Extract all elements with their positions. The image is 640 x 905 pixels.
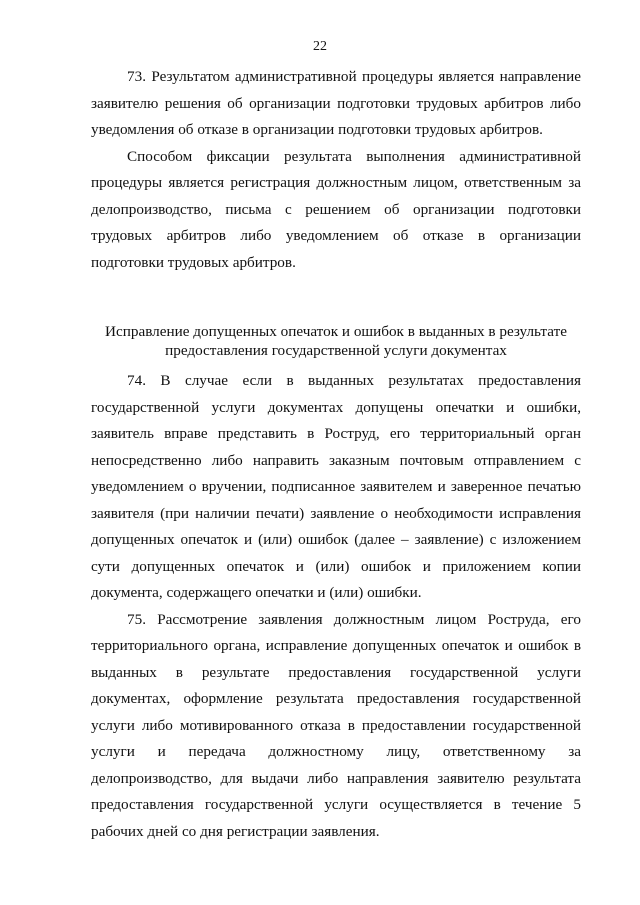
section-heading-line-1: Исправление допущенных опечаток и ошибок в выданных в результате xyxy=(105,323,567,340)
paragraph-74: 74. В случае если в выданных результатах предоставления государственной услуги документах допущены опечатки и ошибки, заявитель вправе представить в Роструд, его территориальный орган непосредственно либо направить заказным почтовым отправлением с уведомлением о вручении, подписанное заявителем и заверенное печатью заявителя (при наличии печати) заявление о необходимости исправления допущенных опечаток и (или) ошибок (далее – заявление) с изложением сути допущенных опечаток и (или) ошибок и приложением копии документа, содержащего опечатки и (или) ошибки. xyxy=(91,372,581,601)
section-heading-line-2: предоставления государственной услуги документах xyxy=(165,342,507,359)
paragraph-group-73 xyxy=(91,64,581,276)
paragraph-73: 73. Результатом административной процедуры является направление заявителю решения об организации подготовки трудовых арбитров либо уведомления об отказе в организации подготовки трудовых арбитров. xyxy=(91,68,581,138)
section-heading xyxy=(91,322,581,360)
page-number: 22 xyxy=(313,39,327,54)
paragraph-group-74-75 xyxy=(91,368,581,845)
paragraph-73-fixation: Способом фиксации результата выполнения административной процедуры является регистрация должностным лицом, ответственным за делопроизводство, письма с решением об организации подготовки трудовых арбитров либо уведомлением об отказе в организации подготовки трудовых арбитров. xyxy=(91,147,581,271)
paragraph-75: 75. Рассмотрение заявления должностным лицом Роструда, его территориального органа, исправление допущенных опечаток и ошибок в выданных в результате предоставления государственной услуги документах, оформление результата предоставления государственной услуги либо мотивированного отказа в предоставлении государственной услуги и передача должностному лицу, ответственному за делопроизводство, для выдачи либо направления заявителю результата предоставления государственной услуги осуществляется в течение 5 рабочих дней со дня регистрации заявления. xyxy=(91,610,581,840)
